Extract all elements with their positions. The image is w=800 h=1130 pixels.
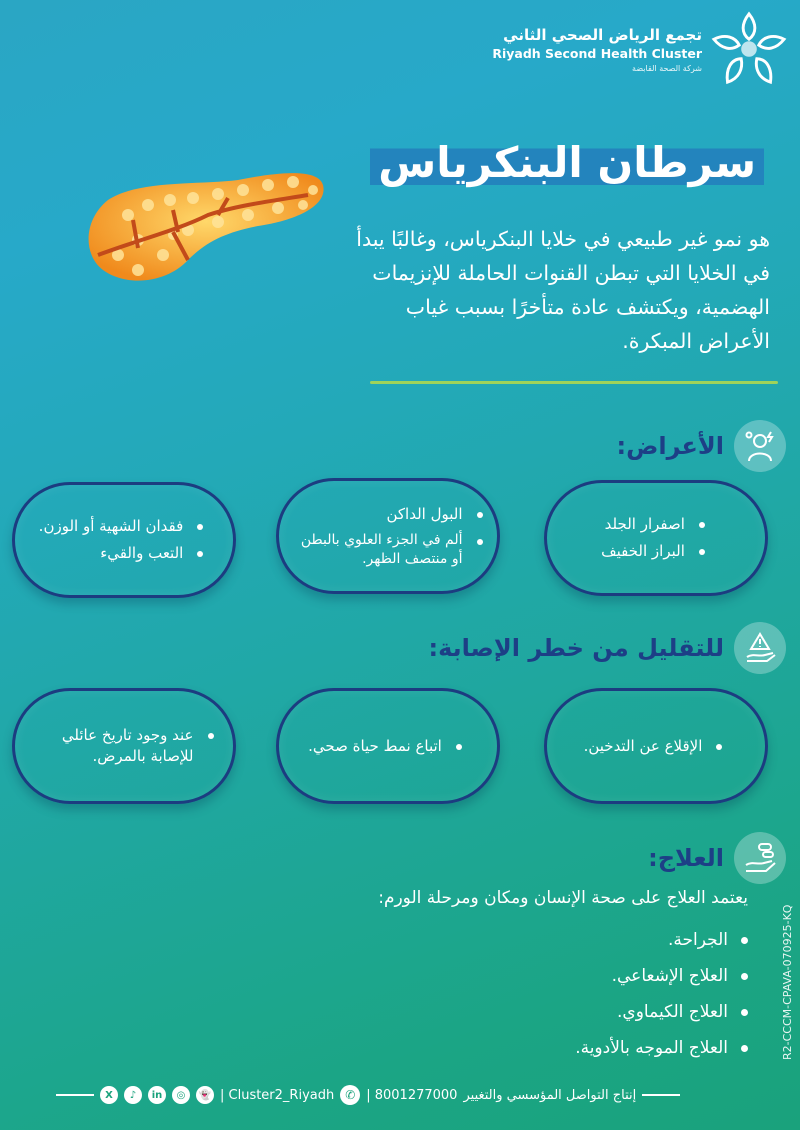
list-item: العلاج الكيماوي. [575, 994, 748, 1030]
brand-name-ar: تجمع الرياض الصحي الثاني [503, 25, 702, 44]
snapchat-icon[interactable]: 👻 [196, 1086, 214, 1104]
list-item: اتباع نمط حياة صحي. [308, 736, 442, 755]
prevention-pill-3 [12, 688, 236, 804]
list-item: اصفرار الجلد [601, 514, 685, 535]
prevention-heading [429, 622, 787, 674]
list-item: عند وجود تاريخ عائلي للإصابة بالمرض. [29, 725, 194, 767]
star-flower-logo-icon [710, 10, 788, 88]
list-item: ألم في الجزء العلوي بالبطن أو منتصف الظهر. [288, 531, 463, 569]
footer-line-left [56, 1094, 94, 1096]
phone-number[interactable]: | 8001277000 [366, 1087, 458, 1103]
list-item: العلاج الموجه بالأدوية. [575, 1030, 748, 1066]
prevention-title: للتقليل من خطر الإصابة: [428, 634, 724, 662]
brand-subtitle: شركة الصحة القابضة [632, 63, 702, 73]
social-handle[interactable]: | Cluster2_Riyadh [220, 1087, 335, 1103]
divider [370, 381, 778, 384]
treatment-heading [648, 832, 786, 884]
symptom-pill-1 [544, 480, 768, 596]
prevention-pill-2 [276, 688, 500, 804]
brand-header [492, 10, 788, 88]
brand-name-en: Riyadh Second Health Cluster [492, 45, 702, 61]
hand-warning-icon [734, 622, 786, 674]
footer-credit: إنتاج التواصل المؤسسي والتغيير [463, 1087, 637, 1103]
list-item: الجراحة. [575, 922, 748, 958]
phone-icon: ✆ [340, 1085, 360, 1105]
symptom-pill-3 [12, 482, 236, 598]
symptoms-heading [616, 420, 786, 472]
treatment-intro: يعتمد العلاج على صحة الإنسان ومكان ومرحلة الورم: [378, 888, 748, 908]
list-item: العلاج الإشعاعي. [575, 958, 748, 994]
intro-paragraph: هو نمو غير طبيعي في خلايا البنكرياس، وغالبًا يبدأ في الخلايا التي تبطن القنوات الحاملة للإنزيمات الهضمية، ويكتشف عادة متأخرًا بسبب غياب الأعراض المبكرة. [356, 227, 770, 353]
list-item: البراز الخفيف [601, 542, 685, 560]
treatment-list [575, 922, 748, 1066]
instagram-icon[interactable]: ◎ [172, 1086, 190, 1104]
list-item: البول الداكن [288, 504, 463, 525]
list-item: الإقلاع عن التدخين. [583, 736, 703, 755]
document-code: R2-CCCM-CPAVA-070925-KQ [781, 904, 794, 1060]
linkedin-icon[interactable]: in [148, 1086, 166, 1104]
x-icon[interactable]: X [100, 1086, 118, 1104]
symptom-pill-2 [276, 478, 500, 594]
list-item: فقدان الشهية أو الوزن. [38, 517, 184, 535]
list-item: التعب والقيء [39, 543, 184, 564]
tiktok-icon[interactable]: ♪ [124, 1086, 142, 1104]
prevention-pill-1 [544, 688, 768, 804]
hand-pills-icon [734, 832, 786, 884]
footer [56, 1085, 680, 1105]
treatment-title: العلاج: [648, 844, 724, 872]
person-symptoms-icon [734, 420, 786, 472]
footer-line-right [642, 1094, 680, 1096]
pancreas-illustration [78, 160, 328, 290]
page-title: سرطان البنكرياس [370, 138, 764, 190]
title-block [370, 138, 764, 190]
symptoms-title: الأعراض: [616, 432, 724, 460]
